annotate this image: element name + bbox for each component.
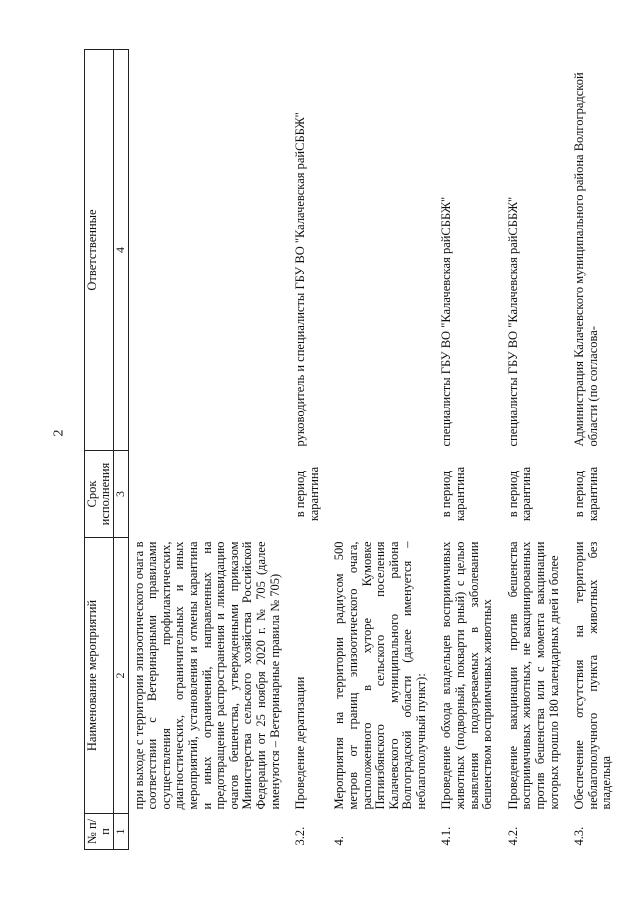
header-name: Наименование мероприятий [85,538,114,814]
row-responsible: специалисты ГБУ ВО "Калачевская райСББЖ" [505,196,520,447]
row-number: 4. [332,836,347,846]
row-term: в период карантина [439,466,468,522]
row-name: Проведение обхода владельцев восприимчивых животных (подворный, покварти рный) с целью выявления подозреваемых в заболевании бешенством восприимчивых животных [439,541,495,810]
row-name: при выходе с территории эпизоотического очага в соответствии с Ветеринарными правилами осуществления профилактических, диагностических, ограничительных и иных мероприятий, установления и отмены карантина и иных ограничений, направленных на предотвращение распространения и ликвидацию очагов бешенства, утвержденными приказом Министерства сельского хозяйства Российской Федерации от 25 ноября 2020 г. № 705 (далее именуются – Ветеринарные правила № 705) [131,541,282,810]
page-number: 2 [51,429,67,437]
table-row [499,50,565,850]
table-row [432,50,498,850]
table-row [286,50,325,850]
row-number: 4.3. [572,826,587,846]
row-name: Обеспечение отсутствия на территории неблагополучного пункта животных без владельца [572,541,614,810]
row-term [128,451,286,538]
row-number: 4.2. [505,826,520,846]
row-name: Проведение вакцинации против бешенства восприимчивых животных, не вакцинированных против бешенства или с момента вакцинации которых прошло 180 календарных дней и более [505,541,561,810]
table-row [325,50,432,850]
events-table [84,49,618,850]
header-number: № п/п [85,814,114,850]
row-number: 3.2. [293,826,308,846]
row-responsible [325,50,432,451]
column-number: 2 [114,538,129,814]
header-term: Срок исполнения [85,451,114,538]
row-number: 4.1. [439,826,454,846]
table-row [565,50,618,850]
row-responsible: руководитель и специалисты ГБУ ВО "Калачевская райСББЖ" [293,112,308,447]
row-term: в период карантина [505,466,534,522]
row-responsible [128,50,286,451]
column-number: 1 [114,814,129,850]
row-term [325,451,432,538]
row-name: Мероприятия на территории радиусом 500 метров от границ эпизоотического очага, расположенного в хуторе Кумовке Пятиизбянского сельского поселения Калачевского муниципального района Волгоградской области (далее именуется – неблагополучный пункт): [332,541,428,810]
row-term: в период карантина [572,466,600,522]
column-number: 3 [114,451,129,538]
table-header-row [85,50,114,850]
document-table-rotated [84,50,618,850]
column-number: 4 [114,50,129,451]
row-responsible: Администрация Калачевского муниципального района Волгоградской области (по согласова- [572,72,600,447]
row-number [128,814,286,850]
table-row [128,50,286,850]
column-number-row [114,50,129,850]
row-name: Проведение дератизации [293,676,308,810]
row-responsible: специалисты ГБУ ВО "Калачевская райСББЖ" [439,196,454,447]
row-term: в период карантина [293,466,321,522]
header-responsible: Ответственные [85,50,114,451]
